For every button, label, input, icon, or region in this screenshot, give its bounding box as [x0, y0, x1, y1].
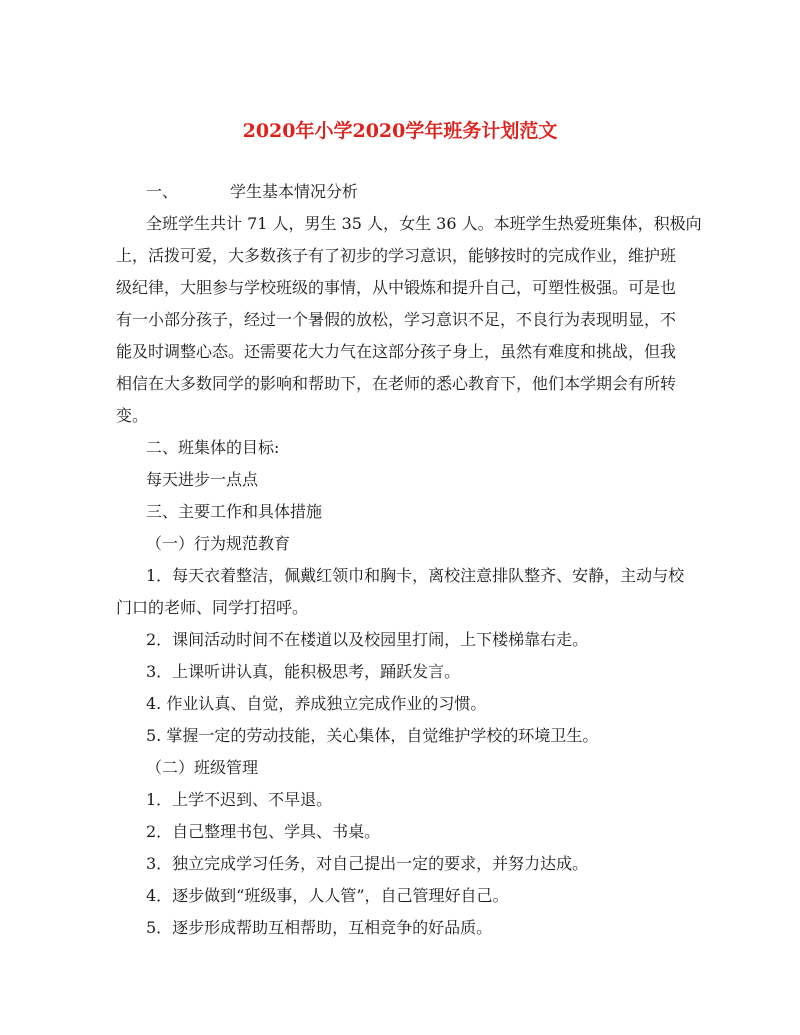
- intro-line-4: 有一小部分孩子，经过一个暑假的放松，学习意识不足，不良行为表现明显，不: [116, 310, 677, 329]
- intro-line-7: 变。: [116, 406, 149, 425]
- management-item-1: 1．上学不迟到、不早退。: [146, 790, 333, 809]
- management-item-3: 3．独立完成学习任务，对自己提出一定的要求，并努力达成。: [146, 854, 589, 873]
- management-item-2: 2．自己整理书包、学具、书桌。: [146, 822, 381, 841]
- section-2-goal: 每天进步一点点: [146, 470, 259, 489]
- behavior-item-1-continued: 门口的老师、同学打招呼。: [116, 598, 309, 617]
- management-item-4: 4．逐步做到“班级事，人人管”，自己管理好自己。: [146, 886, 509, 905]
- behavior-item-5: 5. 掌握一定的劳动技能，关心集体，自觉维护学校的环境卫生。: [146, 726, 599, 745]
- behavior-item-4: 4. 作业认真、自觉，养成独立完成作业的习惯。: [146, 694, 487, 713]
- subsection-2-heading: （二）班级管理: [146, 758, 259, 777]
- intro-line-3: 级纪律，大胆参与学校班级的事情，从中锻炼和提升自己，可塑性极强。可是也: [116, 278, 677, 297]
- section-2-heading: 二、班集体的目标:: [146, 438, 280, 457]
- subsection-1-heading: （一）行为规范教育: [146, 534, 291, 553]
- intro-line-5: 能及时调整心态。还需要花大力气在这部分孩子身上，虽然有难度和挑战，但我: [116, 342, 677, 361]
- section-1-heading: [146, 176, 666, 208]
- intro-line-2: 上，活拨可爱，大多数孩子有了初步的学习意识，能够按时的完成作业，维护班: [116, 246, 677, 265]
- behavior-item-3: 3．上课听讲认真，能积极思考，踊跃发言。: [146, 662, 461, 681]
- behavior-item-1: 1．每天衣着整洁，佩戴红领巾和胸卡，离校注意排队整齐、安静，主动与校: [146, 566, 685, 585]
- document-title: 2020年小学2020学年班务计划范文: [242, 120, 558, 142]
- management-item-5: 5．逐步形成帮助互相帮助，互相竞争的好品质。: [146, 918, 493, 937]
- section-3-heading: 三、主要工作和具体措施: [146, 502, 323, 521]
- intro-line-1: 全班学生共计 71 人，男生 35 人，女生 36 人。本班学生热爱班集体，积极向: [146, 214, 702, 233]
- intro-line-6: 相信在大多数同学的影响和帮助下，在老师的悉心教育下，他们本学期会有所转: [116, 374, 677, 393]
- document-body: [116, 176, 702, 944]
- section-1-number: 一、: [146, 182, 179, 201]
- behavior-item-2: 2．课间活动时间不在楼道以及校园里打闹，上下楼梯靠右走。: [146, 630, 589, 649]
- section-1-title: 学生基本情况分析: [230, 182, 359, 201]
